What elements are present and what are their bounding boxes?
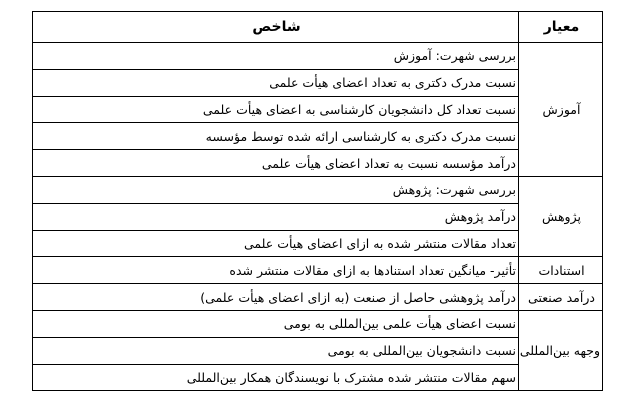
criterion-international-outlook: وجهه بین‌المللی [519, 310, 603, 390]
indicator-cell: بررسی شهرت: پژوهش [33, 176, 519, 203]
indicator-cell: نسبت تعداد کل دانشجویان کارشناسی به اعضای هیأت علمی [33, 96, 519, 123]
table-row [33, 123, 603, 150]
indicator-cell: نسبت مدرک دکتری به کارشناسی ارائه شده توسط مؤسسه [33, 123, 519, 150]
indicator-cell: سهم مقالات منتشر شده مشترک با نویسندگان همکار بین‌المللی [33, 364, 519, 391]
indicator-cell: تأثیر- میانگین تعداد استنادها به ازای مقالات منتشر شده [33, 257, 519, 284]
indicator-cell: نسبت مدرک دکتری به تعداد اعضای هیأت علمی [33, 69, 519, 96]
table-row [33, 284, 603, 311]
table-row [33, 337, 603, 364]
table-row [33, 150, 603, 177]
criterion-research: پژوهش [519, 176, 603, 256]
table-row [33, 203, 603, 230]
indicator-cell: نسبت اعضای هیأت علمی بین‌المللی به بومی [33, 310, 519, 337]
table-row [33, 43, 603, 70]
criterion-citations: استنادات [519, 257, 603, 284]
table-row [33, 364, 603, 391]
table-row [33, 257, 603, 284]
indicator-cell: درآمد پژوهش [33, 203, 519, 230]
criterion-education: آموزش [519, 43, 603, 177]
indicator-cell: نسبت دانشجویان بین‌المللی به بومی [33, 337, 519, 364]
indicator-cell: تعداد مقالات منتشر شده به ازای اعضای هیأت علمی [33, 230, 519, 257]
table-row [33, 96, 603, 123]
indicator-cell: درآمد مؤسسه نسبت به تعداد اعضای هیأت علمی [33, 150, 519, 177]
indicator-cell: درآمد پژوهشی حاصل از صنعت (به ازای اعضای هیأت علمی) [33, 284, 519, 311]
header-row [33, 12, 603, 43]
indicator-cell: بررسی شهرت: آموزش [33, 43, 519, 70]
table-row [33, 69, 603, 96]
table-row [33, 230, 603, 257]
table-row [33, 310, 603, 337]
criteria-indicators-table [32, 11, 603, 391]
table-row [33, 176, 603, 203]
criterion-industry-income: درآمد صنعتی [519, 284, 603, 311]
header-criterion: معیار [519, 12, 603, 43]
header-indicator: شاخص [33, 12, 519, 43]
